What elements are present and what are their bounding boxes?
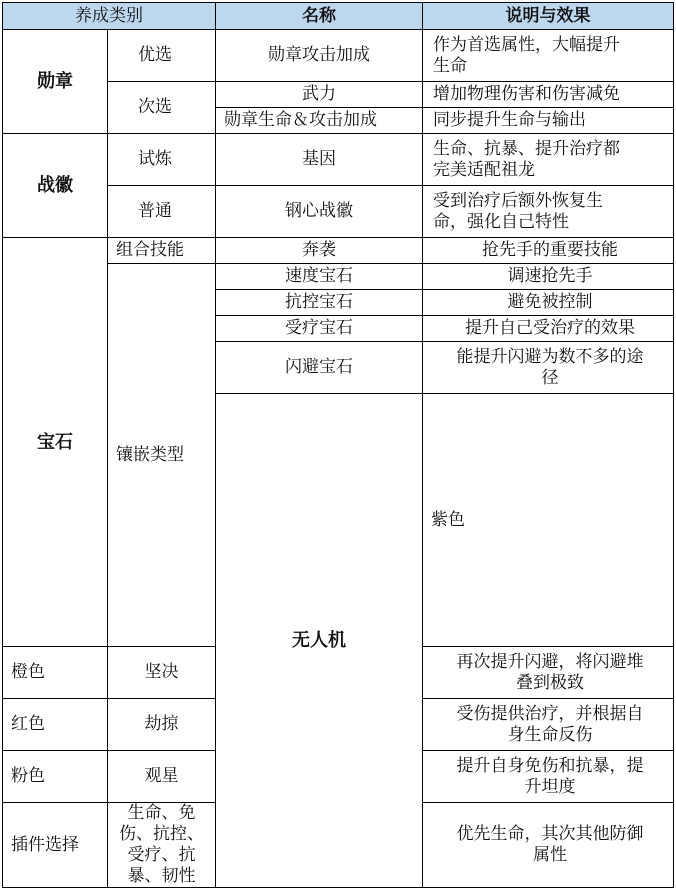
- subcategory-secondary: 次选: [108, 82, 216, 134]
- item-description: 抢先手的重要技能: [423, 238, 674, 264]
- name-line: 受疗、抗暴、韧性: [127, 845, 196, 886]
- item-name: 钢心战徽: [216, 186, 423, 238]
- item-description: [423, 134, 674, 186]
- category-emblem: 战徽: [3, 134, 108, 238]
- subcategory-purple: 紫色: [423, 394, 674, 647]
- item-description: [423, 803, 674, 888]
- table-row: [3, 238, 674, 264]
- subcategory-plugin: 插件选择: [3, 803, 108, 888]
- build-guide-table: [2, 2, 674, 888]
- desc-line: 提升自身免伤和抗暴，提: [456, 755, 644, 776]
- header-name: 名称: [216, 3, 423, 30]
- desc-line: 升坦度: [524, 776, 576, 797]
- item-name: [108, 803, 216, 888]
- desc-line: 径: [541, 367, 559, 388]
- header-row: [3, 3, 674, 30]
- item-name: 受疗宝石: [216, 316, 423, 342]
- subcategory-pink: 粉色: [3, 751, 108, 803]
- item-name: 勋章生命＆攻击加成: [216, 108, 423, 134]
- desc-line: 再次提升闪避，将闪避堆: [456, 651, 644, 672]
- subcategory-normal: 普通: [108, 186, 216, 238]
- desc-line: 受伤提供治疗，并根据自: [456, 703, 644, 724]
- item-description: [423, 647, 674, 699]
- item-name: 武力: [216, 82, 423, 108]
- desc-line: 生命: [433, 55, 467, 76]
- item-description: [423, 751, 674, 803]
- item-description: 避免被控制: [423, 290, 674, 316]
- desc-line: 优先生命，其次其他防御: [456, 824, 644, 844]
- subcategory-preferred: 优选: [108, 30, 216, 82]
- desc-line: 叠到极致: [516, 672, 584, 693]
- header-description: 说明与效果: [423, 3, 674, 30]
- item-name: 坚决: [108, 647, 216, 699]
- item-name: 勋章攻击加成: [216, 30, 423, 82]
- item-description: 提升自己受治疗的效果: [423, 316, 674, 342]
- item-description: 增加物理伤害和伤害减免: [423, 82, 674, 108]
- subcategory-red: 红色: [3, 699, 108, 751]
- item-name: 速度宝石: [216, 264, 423, 290]
- item-name: 奔袭: [216, 238, 423, 264]
- item-name: 劫掠: [108, 699, 216, 751]
- subcategory-combo: 组合技能: [108, 238, 216, 264]
- item-name: 观星: [108, 751, 216, 803]
- table-row: [3, 30, 674, 82]
- table-row: [3, 134, 674, 186]
- item-description: 同步提升生命与输出: [423, 108, 674, 134]
- header-category: 养成类别: [3, 3, 216, 30]
- desc-line: 受到治疗后额外恢复生: [433, 190, 603, 211]
- desc-line: 命，强化自己特性: [433, 211, 569, 232]
- desc-line: 作为首选属性，大幅提升: [433, 34, 620, 55]
- subcategory-orange: 橙色: [3, 647, 108, 699]
- item-description: [423, 30, 674, 82]
- category-gem: 宝石: [3, 238, 108, 647]
- item-description: [423, 699, 674, 751]
- item-description: 调速抢先手: [423, 264, 674, 290]
- item-description: [423, 186, 674, 238]
- desc-line: 身生命反伤: [507, 724, 593, 745]
- item-name: 闪避宝石: [216, 342, 423, 394]
- category-drone: 无人机: [216, 394, 423, 888]
- name-line: 生命、免伤、抗控、: [119, 803, 204, 844]
- desc-line: 能提升闪避为数不多的途: [456, 346, 644, 367]
- subcategory-inlay: 镶嵌类型: [108, 264, 216, 647]
- category-medal: 勋章: [3, 30, 108, 134]
- item-description: [423, 342, 674, 394]
- item-name: 抗控宝石: [216, 290, 423, 316]
- desc-line: 属性: [533, 845, 567, 865]
- desc-line: 完美适配祖龙: [433, 159, 535, 180]
- subcategory-trial: 试炼: [108, 134, 216, 186]
- item-name: 基因: [216, 134, 423, 186]
- desc-line: 生命、抗暴、提升治疗都: [433, 138, 620, 159]
